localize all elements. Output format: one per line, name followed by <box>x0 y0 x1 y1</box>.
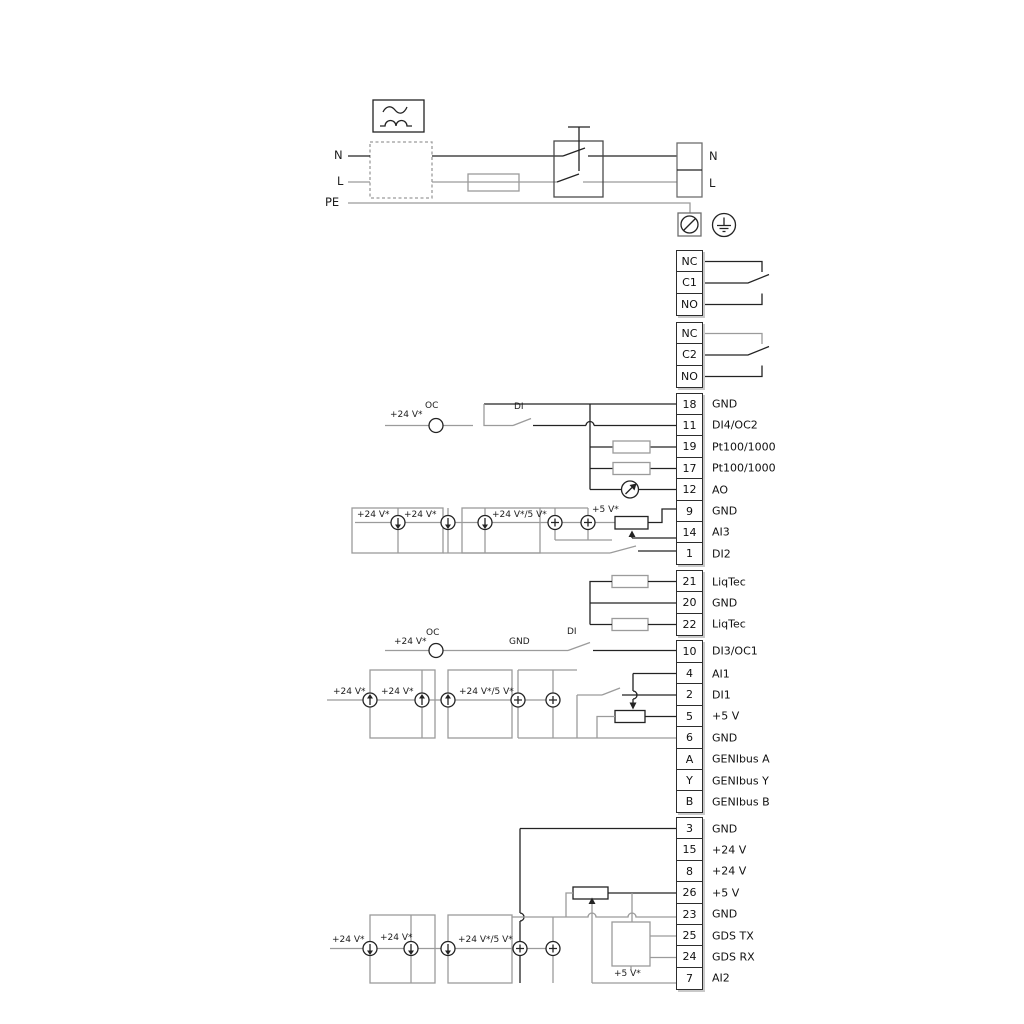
plus24v-5v-label: +24 V*/5 V* <box>459 687 514 697</box>
relay1-c1-line <box>703 275 769 284</box>
relay-2-terminals <box>676 322 703 388</box>
terminal-number: 23 <box>676 903 703 926</box>
terminal-number: C2 <box>676 343 703 366</box>
plus24v-label: +24 V* <box>332 935 365 945</box>
terminal-name: Pt100/1000 <box>712 461 776 475</box>
plus5v-label: +5 V* <box>614 969 641 979</box>
terminal-number: 17 <box>676 457 703 480</box>
terminal-number: NC <box>676 250 703 273</box>
terminal-number: 21 <box>676 570 703 593</box>
di-label: DI <box>514 402 524 412</box>
oc-label: OC <box>425 401 439 411</box>
di4-blade <box>513 419 531 426</box>
terminal-row-25 <box>676 924 754 947</box>
terminal-number: 6 <box>676 726 703 749</box>
terminal-number: NO <box>676 365 703 388</box>
terminal-name: DI1 <box>712 688 731 702</box>
terminal-number: 10 <box>676 640 703 663</box>
section-d-wiring <box>590 576 676 631</box>
n-in-label: N <box>334 148 343 162</box>
terminal-name: DI3/OC1 <box>712 644 758 658</box>
di-label: DI <box>567 627 577 637</box>
terminal-name: DI2 <box>712 547 731 561</box>
terminal-row-17 <box>676 457 776 480</box>
section-e-wiring <box>385 643 676 658</box>
filter-dashed-box <box>370 142 432 198</box>
terminal-number: NC <box>676 322 703 345</box>
terminal-number: 2 <box>676 683 703 706</box>
plus24v-5v-label: +24 V*/5 V* <box>492 510 547 520</box>
terminal-row-11 <box>676 414 758 437</box>
terminal-number: 4 <box>676 662 703 685</box>
plus24v-label: +24 V* <box>357 510 390 520</box>
terminal-row-y <box>676 769 769 792</box>
terminal-number: 26 <box>676 881 703 904</box>
terminal-row-b <box>676 790 770 813</box>
relay-1-contacts <box>703 262 769 305</box>
relay2-no-line <box>703 366 762 377</box>
pot-wiper-arrow <box>629 531 636 538</box>
plus24v-5v-label: +24 V*/5 V* <box>458 935 513 945</box>
terminal-name: GND <box>712 504 738 518</box>
terminal-number: 19 <box>676 435 703 458</box>
di1-blade <box>602 688 620 695</box>
plus24v-label: +24 V* <box>381 687 414 697</box>
plus24v-label: +24 V* <box>380 933 413 943</box>
plus24v-label: +24 V* <box>404 510 437 520</box>
oc-label: OC <box>426 628 440 638</box>
terminal-row-2 <box>676 683 731 706</box>
terminal-number: NO <box>676 293 703 316</box>
terminal-number: 12 <box>676 478 703 501</box>
terminal-name: AO <box>712 483 728 497</box>
terminal-row-6 <box>676 726 738 749</box>
terminal-row-no <box>676 365 703 388</box>
terminal-name: GND <box>712 596 738 610</box>
terminal-name: GND <box>712 907 738 921</box>
section-g-options <box>330 829 676 984</box>
l-in-label: L <box>337 174 344 188</box>
terminal-row-18 <box>676 393 738 416</box>
earth-symbol-icon <box>713 214 736 237</box>
relay1-nc-line <box>703 262 762 273</box>
section-c-wiring <box>385 401 676 498</box>
terminal-number: 5 <box>676 705 703 728</box>
terminal-name: +5 V <box>712 709 740 723</box>
relay2-nc-line <box>703 334 762 345</box>
terminal-row-26 <box>676 881 740 904</box>
gnd-label: GND <box>509 637 530 647</box>
ai3-potentiometer <box>615 517 648 530</box>
terminal-row-nc <box>676 250 703 273</box>
terminal-name: DI4/OC2 <box>712 418 758 432</box>
terminal-group-e <box>676 640 758 663</box>
terminal-row-21 <box>676 570 746 593</box>
relay1-no-line <box>703 294 762 305</box>
terminal-number: 22 <box>676 613 703 636</box>
di3-blade <box>568 643 590 651</box>
terminal-row-14 <box>676 521 730 544</box>
pt100-resistor-2 <box>613 463 650 475</box>
terminal-number: 7 <box>676 967 703 990</box>
liqtec-sensor-2 <box>612 619 648 631</box>
plus24v-label: +24 V* <box>394 637 427 647</box>
oc-contact-icon <box>429 419 443 433</box>
terminal-name: GND <box>712 397 738 411</box>
terminal-group-c <box>676 393 776 566</box>
terminal-row-8 <box>676 860 747 883</box>
terminal-group-f <box>676 662 770 813</box>
terminal-number: A <box>676 748 703 771</box>
rectified-wave-icon <box>380 121 412 126</box>
terminal-row-7 <box>676 967 730 990</box>
terminal-row-no <box>676 293 703 316</box>
terminal-name: GENIbus A <box>712 752 770 766</box>
terminal-number: 14 <box>676 521 703 544</box>
relay-2-contacts <box>703 334 769 377</box>
oc-contact-icon <box>429 644 443 658</box>
relay2-c2-line <box>703 347 769 356</box>
terminal-number: 25 <box>676 924 703 947</box>
ai1-wiper-arrow <box>630 703 637 710</box>
terminal-row-9 <box>676 500 738 523</box>
terminal-row-24 <box>676 945 755 968</box>
terminal-group-d <box>676 570 746 636</box>
l-out-label: L <box>709 176 716 190</box>
terminal-number: 8 <box>676 860 703 883</box>
terminal-row-4 <box>676 662 730 685</box>
relay-1-terminals <box>676 250 703 316</box>
plus24v-label: +24 V* <box>333 687 366 697</box>
terminal-name: GENIbus Y <box>712 774 769 788</box>
terminal-name: +5 V <box>712 886 740 900</box>
terminal-row-a <box>676 748 770 771</box>
terminal-name: LiqTec <box>712 617 746 631</box>
terminal-number: 9 <box>676 500 703 523</box>
terminal-number: Y <box>676 769 703 792</box>
terminal-row-c1 <box>676 271 703 294</box>
di4-box <box>484 404 513 426</box>
terminal-name: GDS TX <box>712 929 754 943</box>
plus5v-label: +5 V* <box>592 505 619 515</box>
terminal-number: 3 <box>676 817 703 840</box>
gds-sensor-box <box>612 922 650 966</box>
terminal-name: GND <box>712 822 738 835</box>
terminal-number: 11 <box>676 414 703 437</box>
switch-linkage <box>568 127 590 171</box>
terminal-row-20 <box>676 591 738 614</box>
pot-to-gnd <box>597 717 615 739</box>
terminal-row-23 <box>676 903 738 926</box>
terminal-name: GDS RX <box>712 950 755 964</box>
terminal-number: C1 <box>676 271 703 294</box>
terminal-name: LiqTec <box>712 575 746 588</box>
terminal-number: 20 <box>676 591 703 614</box>
terminal-name: GENIbus B <box>712 795 770 809</box>
wiper-to-ai3 <box>632 537 676 538</box>
terminal-row-22 <box>676 613 746 636</box>
sine-wave-icon <box>383 107 407 113</box>
terminal-name: AI2 <box>712 971 730 985</box>
terminal-row-5 <box>676 705 740 728</box>
ai1-line <box>633 674 676 703</box>
terminal-row-12 <box>676 478 728 501</box>
terminal-name: +24 V <box>712 843 747 857</box>
terminal-number: 15 <box>676 838 703 861</box>
l-switch-blade <box>557 174 579 182</box>
terminal-name: Pt100/1000 <box>712 440 776 454</box>
terminal-group-g <box>676 817 755 990</box>
section-f-options <box>327 670 676 738</box>
terminal-number: B <box>676 790 703 813</box>
converter-box-icon <box>373 100 424 132</box>
pot-to-gnd23 <box>566 893 573 917</box>
terminal-row-nc <box>676 322 703 345</box>
terminal-name: AI1 <box>712 667 730 680</box>
terminal-number: 18 <box>676 393 703 416</box>
terminal-row-19 <box>676 435 776 458</box>
ai2-potentiometer <box>573 887 608 899</box>
terminal-row-1 <box>676 542 731 565</box>
terminal-row-15 <box>676 838 747 861</box>
di2-blade <box>610 546 636 553</box>
terminal-name: +24 V <box>712 864 747 878</box>
pot-to-gnd9 <box>648 509 676 523</box>
plus24v-label: +24 V* <box>390 410 423 420</box>
terminal-name: AI3 <box>712 525 730 539</box>
terminal-number: 1 <box>676 542 703 565</box>
gds-tx-rx-lines <box>650 936 676 958</box>
terminal-name: GND <box>712 731 738 745</box>
liqtec-sensor-1 <box>612 576 648 588</box>
terminal-row-10 <box>676 640 758 663</box>
pe-line <box>348 203 690 213</box>
terminal-row-3 <box>676 817 738 840</box>
n-out-label: N <box>709 149 718 163</box>
mains-section <box>348 100 736 237</box>
n-switch-blade <box>563 148 585 156</box>
terminal-number: 24 <box>676 945 703 968</box>
pt100-resistor-1 <box>613 441 650 453</box>
ai1-potentiometer <box>615 711 645 723</box>
pe-label: PE <box>325 195 340 209</box>
terminal-row-c2 <box>676 343 703 366</box>
option-box-2 <box>448 670 512 738</box>
gnd23-line <box>566 913 676 917</box>
